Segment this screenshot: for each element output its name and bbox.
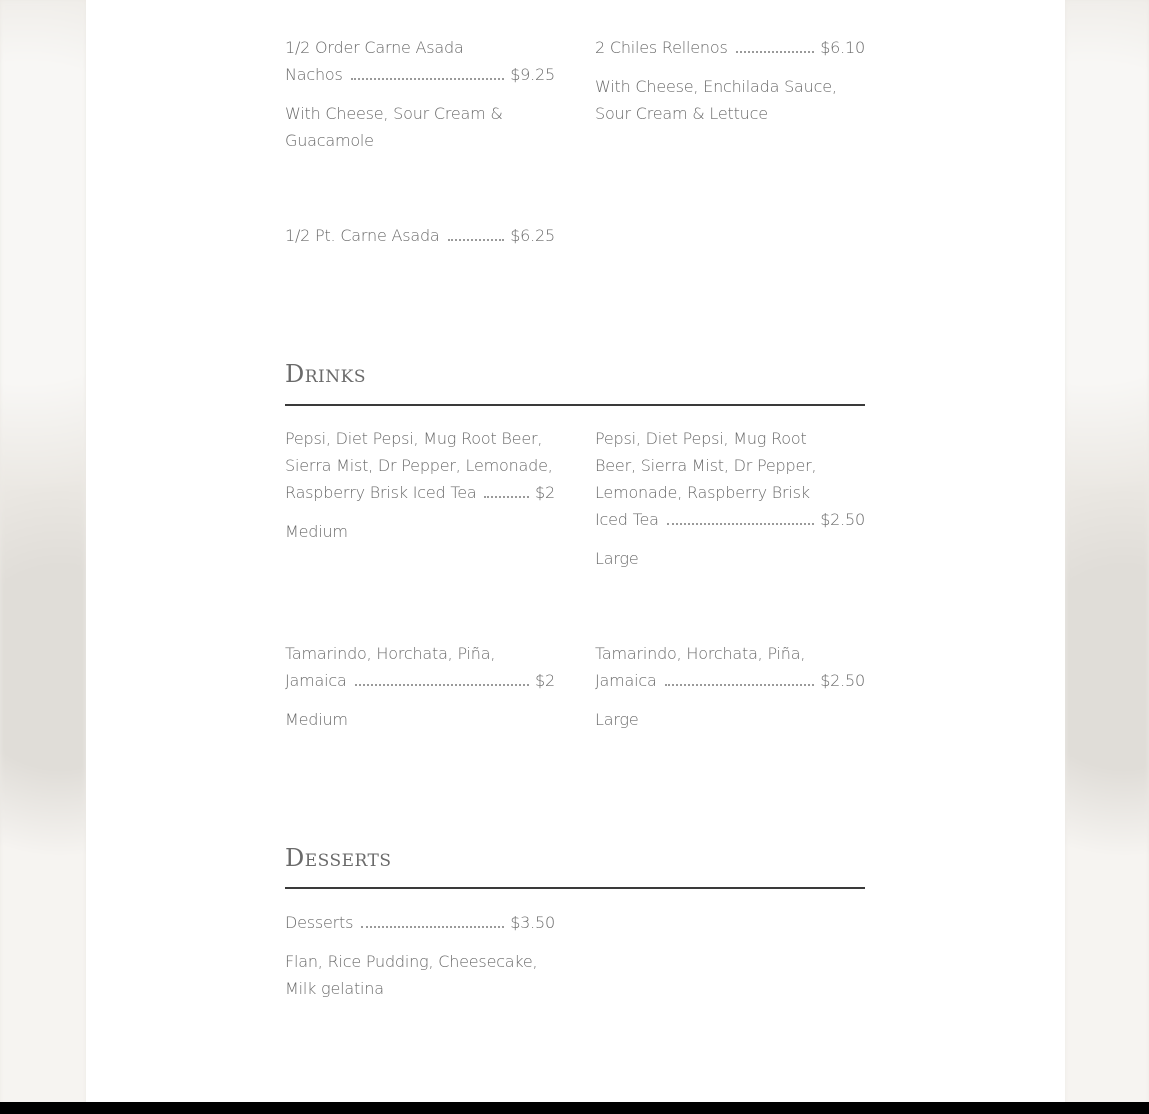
item-description: Medium — [285, 522, 348, 541]
item-name-line: Lemonade, Raspberry Brisk — [595, 483, 810, 502]
menu-item-aguas-large — [595, 640, 865, 733]
menu-item-carne-asada-pint — [285, 222, 555, 249]
section-title-drinks: Drinks — [285, 360, 366, 388]
item-name-last-line: 1/2 Pt. Carne Asada — [285, 226, 440, 245]
item-name-line: 1/2 Order Carne Asada — [285, 38, 464, 57]
section-title-desserts: Desserts — [285, 844, 392, 872]
item-description: With Cheese, Sour Cream & Guacamole — [285, 104, 503, 150]
dot-leader — [361, 926, 504, 928]
item-name-line: Pepsi, Diet Pepsi, Mug Root — [595, 429, 807, 448]
item-name-last-line: 2 Chiles Rellenos — [595, 38, 728, 57]
item-name-last-line: Iced Tea — [595, 510, 659, 529]
section-divider — [285, 404, 865, 406]
item-price: $2.50 — [820, 510, 865, 529]
item-name-line: Beer, Sierra Mist, Dr Pepper, — [595, 456, 817, 475]
item-description: Medium — [285, 710, 348, 729]
item-price: $6.10 — [820, 38, 865, 57]
menu-item-aguas-medium — [285, 640, 555, 733]
menu-item-carne-asada-nachos — [285, 34, 555, 154]
item-price: $6.25 — [510, 226, 555, 245]
item-description: Large — [595, 710, 639, 729]
item-description: Flan, Rice Pudding, Cheesecake, Milk gelatina — [285, 952, 538, 998]
menu-item-sodas-large — [595, 425, 865, 572]
menu-item-desserts — [285, 909, 555, 1002]
item-name-last-line: Raspberry Brisk Iced Tea — [285, 483, 477, 502]
item-name-line: Sierra Mist, Dr Pepper, Lemonade, — [285, 456, 553, 475]
item-description: Large — [595, 549, 639, 568]
item-price: $2 — [535, 483, 555, 502]
item-price: $3.50 — [510, 913, 555, 932]
menu-item-sodas-medium — [285, 425, 555, 545]
dot-leader — [355, 684, 529, 686]
item-name-line: Pepsi, Diet Pepsi, Mug Root Beer, — [285, 429, 543, 448]
item-name-last-line: Jamaica — [285, 671, 347, 690]
item-price: $9.25 — [510, 65, 555, 84]
footer-bar — [0, 1102, 1149, 1114]
dot-leader — [448, 239, 505, 241]
dot-leader — [351, 78, 505, 80]
background-left — [0, 0, 86, 1114]
dot-leader — [667, 523, 814, 525]
menu-page — [86, 0, 1065, 1102]
item-price: $2 — [535, 671, 555, 690]
item-name-last-line: Jamaica — [595, 671, 657, 690]
dot-leader — [665, 684, 815, 686]
dot-leader — [736, 51, 815, 53]
item-name-line: Tamarindo, Horchata, Piña, — [285, 644, 496, 663]
menu-item-chiles-rellenos — [595, 34, 865, 127]
item-description: With Cheese, Enchilada Sauce, Sour Cream & Lettuce — [595, 77, 837, 123]
item-name-last-line: Nachos — [285, 65, 343, 84]
item-name-last-line: Desserts — [285, 913, 354, 932]
item-price: $2.50 — [820, 671, 865, 690]
background-right — [1065, 0, 1149, 1114]
dot-leader — [484, 496, 529, 498]
item-name-line: Tamarindo, Horchata, Piña, — [595, 644, 806, 663]
section-divider — [285, 887, 865, 889]
